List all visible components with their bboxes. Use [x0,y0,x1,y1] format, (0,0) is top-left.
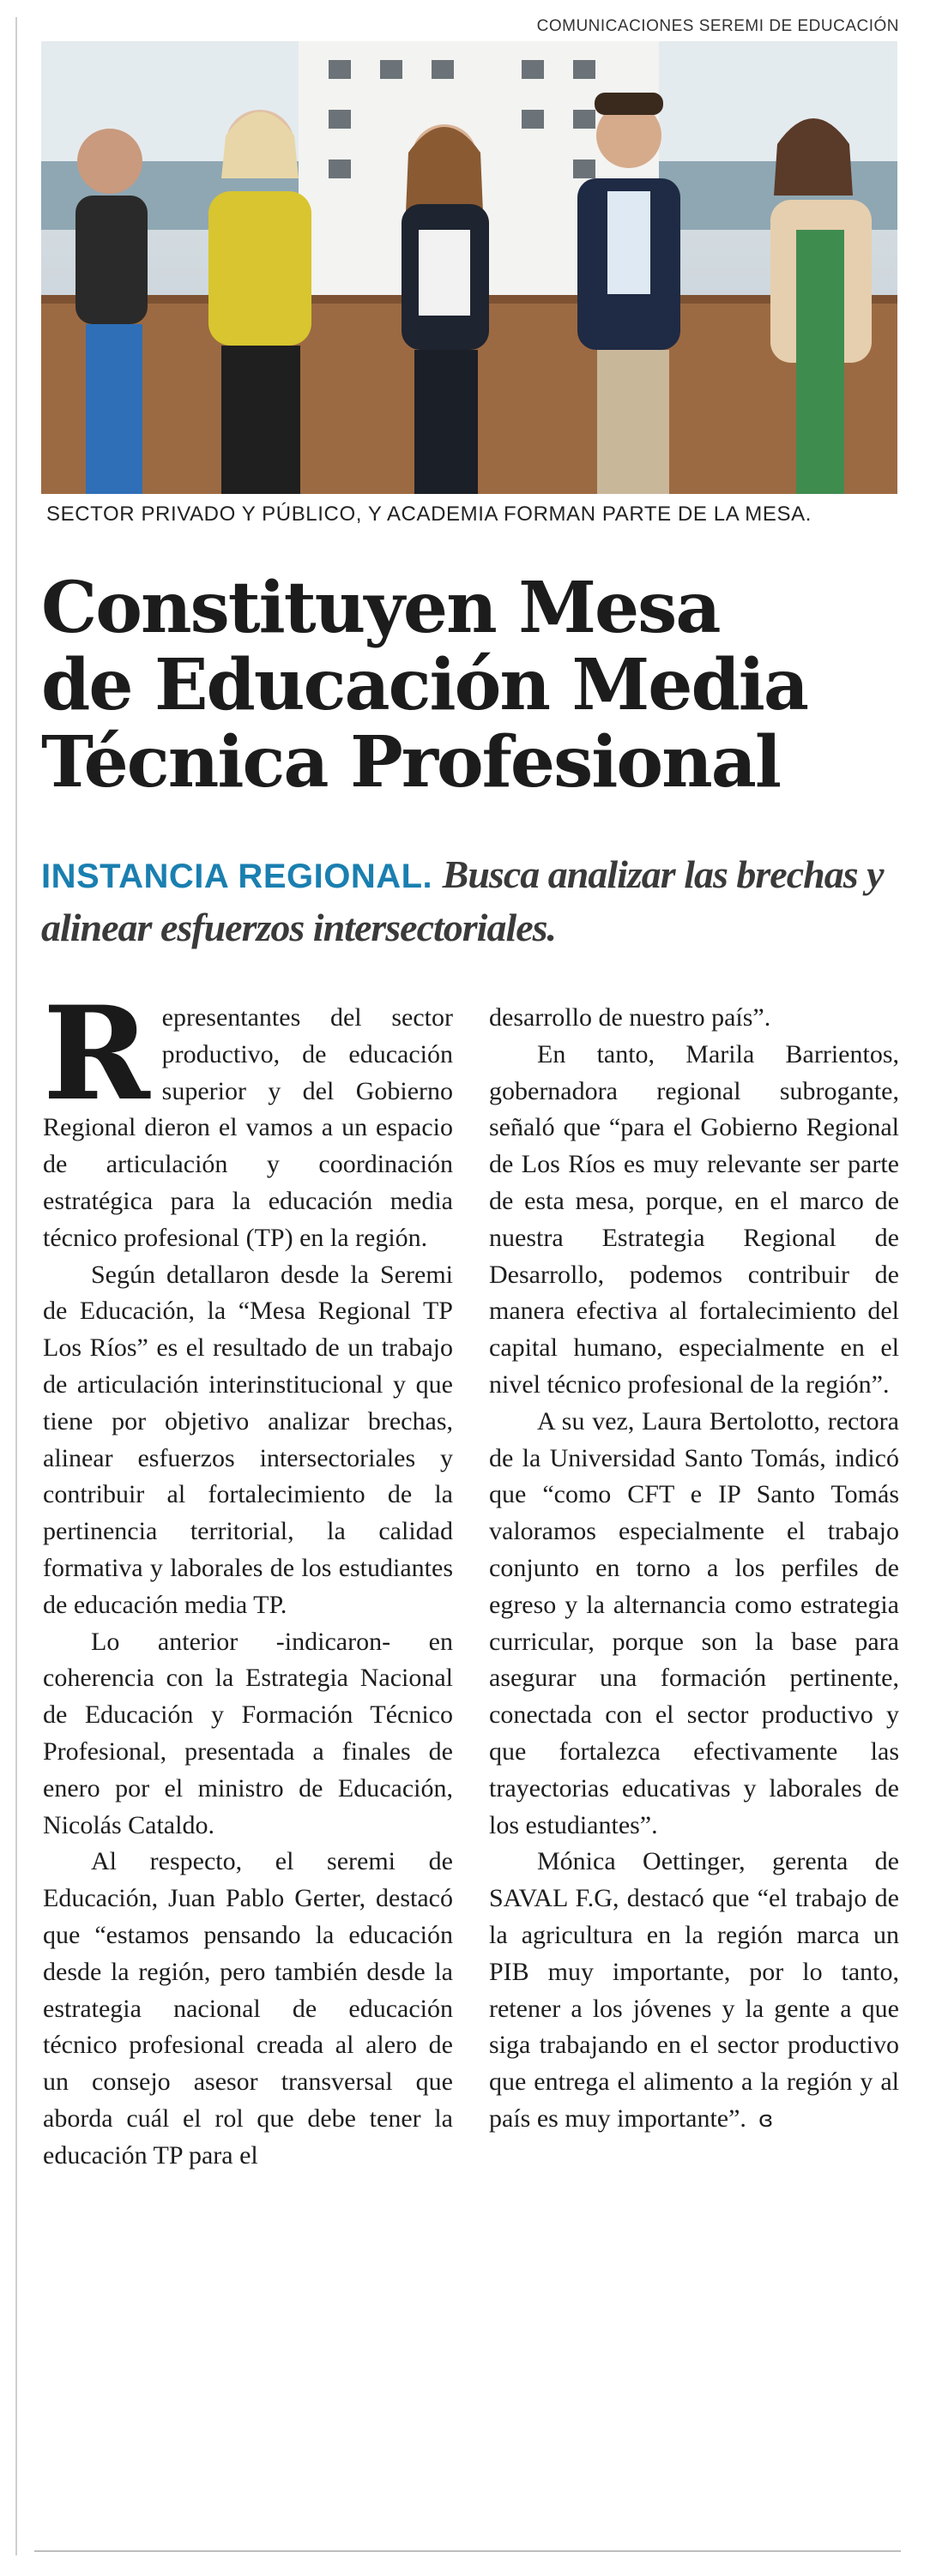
paragraph-3: Lo anterior -indicaron- en coherencia con la Estrategia Nacional de Educación y Formación Técnico Profesional, presentada a finales de enero por el ministro de Educación, Nicolás Cataldo. [43,1627,453,1839]
body-column-left [43,978,453,2175]
headline-line-2: de Educación Media [41,644,808,726]
paragraph-2: Según detallaron desde la Seremi de Educación, la “Mesa Regional TP Los Ríos” es el resultado de un trabajo de articulación interinstitucional y que tiene por objetivo analizar brechas, alinear esfuerzos intersectoriales y contribuir al fortalecimiento de la pertinencia territorial, la calidad formativa y laborales de los estudiantes de educación media TP. [43,1260,453,1619]
paragraph-4-continued: desarrollo de nuestro país”. [489,1003,771,1032]
photo-credit: COMUNICACIONES SEREMI DE EDUCACIÓN [536,17,899,35]
subheadline [41,849,908,954]
paragraph-1 [43,978,453,1257]
group-photo [41,41,897,494]
paragraph-6: A su vez, Laura Bertolotto, rectora de la Universidad Santo Tomás, indicó que “como CFT e IP Santo Tomás valoramos especialmente el trabajo conjunto en torno a los perfiles de egreso y la alternancia como estrategia curricular, porque son la base para asegurar una formación pertinente, conectada con el sector productivo y que fortalezca efectivamente las trayectorias educativas y laborales de los estudiantes”. [489,1406,899,1839]
headline-line-3: Técnica Profesional [41,721,780,803]
end-mark-icon: ɞ [758,2106,774,2133]
drop-cap: R [43,978,150,1129]
paragraph-7-text: Mónica Oettinger, gerenta de SAVAL F.G, destacó que “el trabajo de la agricultura en la región marca un PIB muy importante, por lo tanto, retener a los jóvenes y la gente a que siga trabajando en el sector productivo que entrega el alimento a la región y al país es muy importante”. [489,1847,899,2133]
bottom-rule [34,2550,901,2552]
paragraph-7 [489,1844,899,2138]
body-column-right [489,1000,899,2139]
headline [41,569,899,801]
headline-line-1: Constituyen Mesa [41,567,720,649]
subhead-kicker: INSTANCIA REGIONAL. [41,858,433,895]
paragraph-5: En tanto, Marila Barrientos, gobernadora regional subrogante, señaló que “para el Gobierno Regional de Los Ríos es muy relevante ser parte de esta mesa, porque, en el marco de nuestra Estrategia Regional de Desarrollo, podemos contribuir de manera efectiva al fortalecimiento del capital humano, especialmente en el nivel técnico profesional de la región”. [489,1039,899,1399]
group-photo-illustration [41,41,897,494]
paragraph-4: Al respecto, el seremi de Educación, Juan Pablo Gerter, destacó que “estamos pensando la educación desde la región, pero también desde la estrategia nacional de educación técnico profesional creada al alero de un consejo asesor transversal que aborda cuál el rol que debe tener la educación TP para el [43,1847,453,2170]
subhead-deck: Busca analizar las brechas y alinear esfuerzos intersectoriales. [41,852,884,949]
left-margin-rule [15,17,17,2555]
photo-caption: SECTOR PRIVADO Y PÚBLICO, Y ACADEMIA FORMAN PARTE DE LA MESA. [46,503,812,526]
paragraph-1-text: epresentantes del sector productivo, de educación superior y del Gobierno Regional dieron el vamos a un espacio de articulación y coordinación estratégica para la educación media técnico profesional (TP) en la región. [43,1003,453,1252]
